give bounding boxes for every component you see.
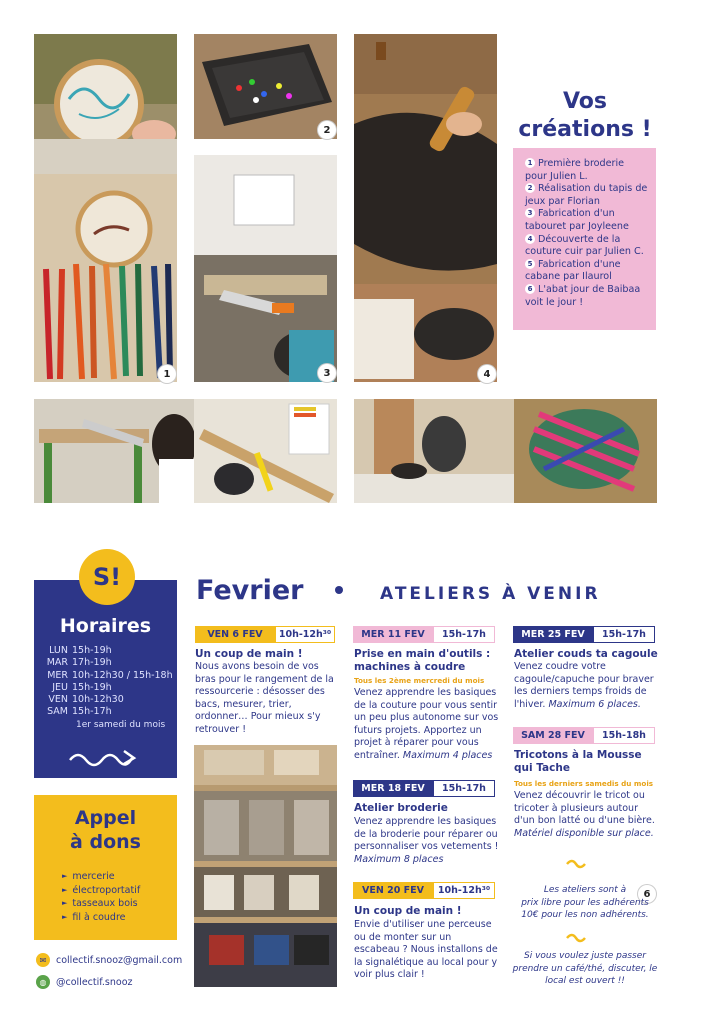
appel-item-text: électroportatif	[72, 884, 141, 896]
snooz-logo: S!	[79, 549, 135, 605]
event-date: SAM 28 FEV	[513, 727, 593, 744]
cafe-line: Si vous voulez juste passer	[524, 951, 646, 961]
schedule-day: MER	[47, 669, 68, 681]
event-title: Un coup de main !	[354, 905, 462, 917]
appel-item	[62, 911, 140, 925]
creation-item	[525, 208, 648, 233]
schedule-hours: 10h-12h30 / 15h-18h	[72, 669, 173, 681]
schedule-row	[40, 694, 175, 706]
event-date: MER 18 FEV	[353, 780, 433, 797]
event-title: Tricotons à la Mousse qui Tache	[514, 749, 642, 774]
creation-number: 3	[525, 208, 535, 218]
event-body	[354, 687, 499, 762]
schedule-row	[40, 682, 175, 694]
creation-item	[525, 158, 648, 183]
schedule-day: SAM	[47, 706, 68, 718]
separator-dot	[335, 586, 343, 594]
event-body	[514, 661, 659, 711]
triangle-bullet-icon: ►	[62, 899, 68, 907]
event-note: Matériel disponible sur place.	[514, 827, 654, 839]
ateliers-subtitle: ATELIERS À VENIR	[380, 584, 601, 604]
photo-badge: 6	[638, 885, 656, 903]
schedule-list	[40, 645, 175, 731]
creation-item	[525, 259, 648, 284]
social-text: @collectif.snooz	[56, 976, 133, 988]
photo-leather	[354, 34, 497, 382]
globe-icon: ◍	[36, 975, 50, 989]
appel-item-text: mercerie	[72, 871, 115, 882]
appel-item-text: tasseaux bois	[72, 898, 138, 909]
event-time: 15h-17h	[433, 780, 495, 797]
schedule-hours: 15h-19h	[72, 681, 112, 693]
event-note: Maximum 4 places	[402, 749, 493, 761]
creation-number: 6	[525, 284, 535, 294]
creation-number: 2	[525, 183, 535, 193]
photo-cabin	[34, 399, 337, 503]
creations-title-line2: créations !	[518, 117, 652, 142]
triangle-bullet-icon: ►	[62, 885, 68, 894]
creation-text: L'abat jour de Baibaa voit le jour !	[525, 283, 641, 308]
cafe-text	[510, 950, 660, 988]
event-date: VEN 20 FEV	[353, 882, 433, 899]
triangle-bullet-icon: ►	[62, 912, 68, 921]
tarif-line: 10€ pour les non adhérents.	[521, 910, 649, 920]
event-time: 15h-17h	[593, 626, 655, 643]
tarif-line: Les ateliers sont à	[543, 885, 627, 895]
tilde-icon	[565, 932, 587, 942]
appel-title-line1: Appel	[74, 807, 137, 829]
photo-shelves	[194, 745, 337, 987]
photo-badge: 4	[478, 365, 496, 383]
appel-list	[62, 870, 140, 924]
tarif-text	[510, 884, 660, 922]
event-time: 15h-18h	[593, 727, 655, 744]
creation-text: Réalisation du tapis de jeux par Florian	[525, 183, 648, 207]
event-subtitle: Tous les derniers samedis du mois	[514, 779, 654, 788]
photo-stool	[194, 155, 337, 382]
creation-item	[525, 234, 648, 259]
mail-icon: ✉	[36, 953, 50, 967]
event-note: Maximum 8 places	[354, 853, 444, 865]
schedule-hours: 17h-19h	[72, 657, 112, 669]
event-header-mer18	[353, 780, 495, 797]
appel-item	[62, 897, 140, 911]
creation-text: Première broderie pour Julien L.	[525, 158, 625, 182]
event-body	[514, 790, 659, 840]
appel-title	[34, 806, 177, 854]
event-body-text: Venez apprendre les basiques de la broderie pour réparer ou personnaliser vos vetements !	[354, 816, 499, 852]
tarif-line: prix libre pour les adhérents	[521, 897, 649, 908]
creation-item	[525, 183, 648, 208]
creation-text: Fabrication d'un tabouret par Joyleene	[525, 208, 629, 232]
event-title: Prise en main d'outils : machines à coudre	[354, 648, 491, 673]
event-title: Un coup de main !	[195, 648, 303, 660]
event-header-mer25	[513, 626, 655, 643]
photo-badge: 1	[158, 365, 176, 383]
schedule-day: MAR	[46, 657, 68, 669]
event-date: MER 25 FEV	[513, 626, 593, 643]
event-body	[354, 816, 499, 866]
appel-item-text: fil à coudre	[72, 911, 126, 923]
event-date: VEN 6 FEV	[195, 626, 275, 643]
photo-game-mat	[194, 34, 337, 139]
creation-number: 5	[525, 259, 535, 269]
wave-arrow-icon	[68, 746, 138, 768]
cafe-line: prendre un café/thé, discuter, le	[512, 963, 658, 974]
appel-item	[62, 870, 140, 884]
event-header-mer11	[353, 626, 495, 643]
schedule-note: 1er samedi du mois	[76, 719, 166, 730]
schedule-hours: 10h-12h30	[72, 694, 124, 706]
schedule-row	[40, 645, 175, 657]
schedule-hours: 15h-17h	[72, 706, 112, 718]
schedule-row	[40, 670, 175, 682]
triangle-bullet-icon: ►	[62, 872, 68, 880]
month-title: Fevrier	[196, 575, 304, 606]
creation-number: 1	[525, 158, 535, 168]
contact-social[interactable]	[36, 975, 133, 989]
creations-title	[513, 88, 657, 144]
creation-text: Fabrication d'une cabane par Ilaurol	[525, 258, 621, 283]
event-time: 10h-12h³⁰	[275, 626, 335, 643]
event-header-ven6	[195, 626, 335, 643]
creation-item	[525, 284, 648, 309]
event-time: 10h-12h³⁰	[433, 882, 495, 899]
appel-item	[62, 884, 140, 898]
schedule-day: LUN	[49, 645, 68, 656]
tilde-icon	[565, 858, 587, 868]
cafe-line: local est ouvert !!	[545, 976, 625, 986]
schedule-row	[40, 657, 175, 669]
creation-number: 4	[525, 234, 535, 244]
schedule-row	[40, 706, 175, 718]
horaires-title: Horaires	[59, 615, 152, 637]
schedule-day: JEU	[52, 681, 68, 693]
creation-text: Découverte de la couture cuir par Julien C.	[525, 233, 644, 258]
photo-badge: 3	[318, 364, 336, 382]
event-body-text: Venez apprendre les basiques de la couture pour vous sentir un peu plus autonome sur vos futurs projets. Apportez un projet à réparer pour vous entraîner.	[354, 687, 499, 761]
event-date: MER 11 FEV	[353, 626, 433, 643]
event-title: Atelier broderie	[354, 802, 448, 814]
contact-email[interactable]	[36, 953, 182, 967]
event-subtitle: Tous les 2ème mercredi du mois	[354, 676, 485, 685]
event-body-text: Venez découvrir le tricot ou tricoter à plusieurs autour d'un bon latté ou d'une bière.	[514, 790, 655, 826]
event-header-sam28	[513, 727, 655, 744]
event-body: Nous avons besoin de vos bras pour le rangement de la ressourcerie : désosser des bacs, mesurer, trier, ordonner… Pour mieux s'y retrouver !	[195, 661, 334, 735]
event-title: Atelier couds ta cagoule	[514, 648, 658, 660]
event-body-text: Venez coudre votre cagoule/capuche pour braver les derniers temps froids de l'hiver.	[514, 661, 654, 710]
creations-list	[513, 148, 656, 330]
photo-badge: 2	[318, 121, 336, 139]
schedule-day: VEN	[48, 694, 68, 706]
event-time: 15h-17h	[433, 626, 495, 643]
appel-title-line2: à dons	[70, 831, 141, 853]
creations-title-line1: Vos	[562, 89, 608, 114]
event-note: Maximum 6 places.	[548, 698, 641, 710]
event-body: Envie d'utiliser une perceuse ou de monter sur un escabeau ? Nous installons de la signalétique au local pour y voir plus clair !	[354, 919, 498, 980]
event-header-ven20	[353, 882, 495, 899]
photo-embroidery	[34, 34, 177, 382]
schedule-hours: 15h-19h	[72, 645, 112, 656]
email-text: collectif.snooz@gmail.com	[56, 954, 183, 966]
